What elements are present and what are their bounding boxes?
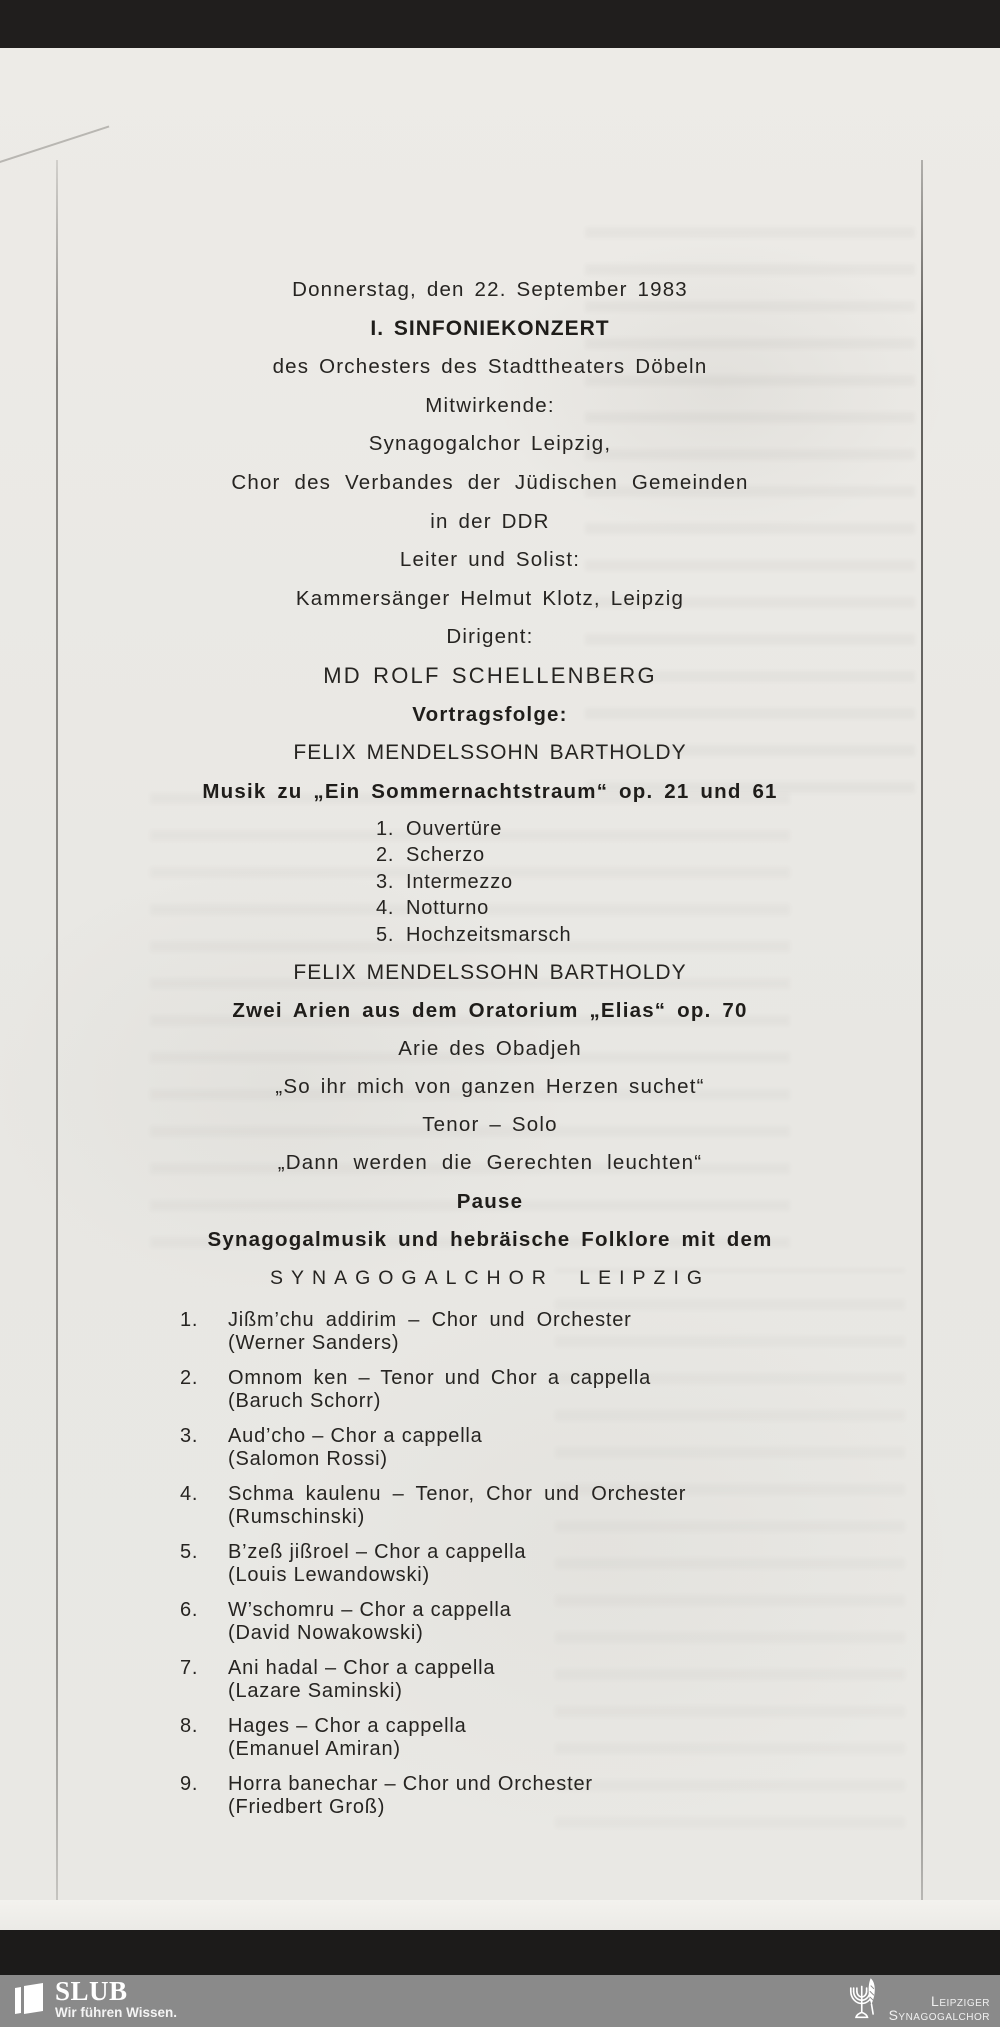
part2-composer: FELIX MENDELSSOHN BARTHOLDY xyxy=(293,961,687,984)
scanned-program-page xyxy=(0,48,1000,1930)
movement-item xyxy=(376,922,571,948)
program-middle-section xyxy=(0,954,980,1297)
movement-item xyxy=(376,895,571,921)
slub-tagline: Wir führen Wissen. xyxy=(55,2005,178,2020)
movement-name: Intermezzo xyxy=(406,870,513,893)
item-number: 4. xyxy=(180,1483,199,1505)
choir-logo-line1: Leipziger xyxy=(931,1993,990,2009)
ensemble-line-3: in der DDR xyxy=(430,509,550,533)
item-title: Ani hadal – Chor a cappella xyxy=(228,1657,496,1679)
list-item xyxy=(180,1657,900,1703)
movement-name: Scherzo xyxy=(406,844,485,867)
slub-logo[interactable] xyxy=(14,1978,177,2020)
aria2-text: „Dann werden die Gerechten leuchten“ xyxy=(277,1151,703,1175)
paper-bottom-edge xyxy=(0,1900,1000,1930)
item-composer: (Rumschinski) xyxy=(228,1506,366,1528)
synagogalchor-logo[interactable] xyxy=(845,1975,990,2027)
list-item xyxy=(180,1425,900,1471)
program-heading xyxy=(0,271,980,811)
movement-item xyxy=(376,816,571,842)
conductor-label: Dirigent: xyxy=(446,625,534,649)
programme-label: Vortragsfolge: xyxy=(412,702,568,726)
list-item xyxy=(180,1367,900,1413)
folklore-piece-list xyxy=(180,1309,900,1831)
movement-item xyxy=(376,842,571,868)
conductor-name: MD ROLF SCHELLENBERG xyxy=(323,662,657,688)
concert-title: I. SINFONIEKONZERT xyxy=(370,316,610,340)
menorah-feather-icon xyxy=(845,1975,885,2027)
item-title: Jißm’chu addirim – Chor und Orchester xyxy=(228,1309,632,1331)
ensemble-line-1: Synagogalchor Leipzig, xyxy=(368,432,612,456)
part3-heading: Synagogalmusik und hebräische Folklore mit dem xyxy=(207,1227,773,1251)
paper-crease xyxy=(0,126,109,165)
item-title: B’zeß jißroel – Chor a cappella xyxy=(228,1541,527,1563)
item-number: 3. xyxy=(180,1425,199,1447)
open-book-icon xyxy=(14,1981,46,2015)
list-item xyxy=(180,1773,900,1819)
item-number: 1. xyxy=(180,1309,199,1331)
item-composer: (Friedbert Groß) xyxy=(228,1796,386,1818)
movement-number: 4. xyxy=(376,897,395,920)
movement-list xyxy=(376,816,571,948)
slub-logo-texts xyxy=(55,1978,177,2020)
part1-work-title: Musik zu „Ein Sommernachtstraum“ op. 21 und 61 xyxy=(202,779,778,803)
aria-title: Arie des Obadjeh xyxy=(398,1037,582,1061)
movement-name: Hochzeitsmarsch xyxy=(406,923,572,946)
orchestra-line: des Orchesters des Stadttheaters Döbeln xyxy=(272,355,708,379)
program-date: Donnerstag, den 22. September 1983 xyxy=(292,278,688,301)
movement-number: 3. xyxy=(376,870,395,893)
movement-name: Ouvertüre xyxy=(406,818,503,840)
leader-name: Kammersänger Helmut Klotz, Leipzig xyxy=(295,586,685,610)
item-number: 5. xyxy=(180,1541,199,1563)
movement-name: Notturno xyxy=(406,897,490,920)
ensemble-line-2: Chor des Verbandes der Jüdischen Gemeinden xyxy=(231,470,749,494)
item-number: 6. xyxy=(180,1599,199,1621)
movement-number: 2. xyxy=(376,844,395,867)
list-item xyxy=(180,1541,900,1587)
solo-label: Tenor – Solo xyxy=(422,1113,558,1137)
item-composer: (Louis Lewandowski) xyxy=(228,1564,430,1586)
item-number: 2. xyxy=(180,1367,199,1389)
item-composer: (Emanuel Amiran) xyxy=(228,1738,401,1760)
part1-composer: FELIX MENDELSSOHN BARTHOLDY xyxy=(293,741,687,765)
list-item xyxy=(180,1599,900,1645)
item-number: 8. xyxy=(180,1715,199,1737)
slub-logo-text: SLUB xyxy=(55,1976,128,2006)
item-title: Horra banechar – Chor und Orchester xyxy=(228,1773,593,1795)
item-title: Omnom ken – Tenor und Chor a cappella xyxy=(228,1367,651,1389)
movement-number: 1. xyxy=(376,818,395,840)
aria1-text: „So ihr mich von ganzen Herzen suchet“ xyxy=(275,1075,705,1099)
leader-label: Leiter und Solist: xyxy=(399,548,581,572)
item-composer: (Werner Sanders) xyxy=(228,1332,400,1354)
list-item xyxy=(180,1309,900,1355)
top-mat xyxy=(0,0,1000,48)
movement-number: 5. xyxy=(376,923,395,946)
movement-item xyxy=(376,869,571,895)
choir-logo-texts xyxy=(889,1994,990,2027)
item-composer: (Salomon Rossi) xyxy=(228,1448,388,1470)
item-title: Hages – Chor a cappella xyxy=(228,1715,467,1737)
item-composer: (David Nowakowski) xyxy=(228,1622,424,1644)
choir-name: SYNAGOGALCHOR LEIPZIG xyxy=(269,1266,711,1289)
item-title: Schma kaulenu – Tenor, Chor und Orchester xyxy=(228,1483,687,1505)
mitwirkende-label: Mitwirkende: xyxy=(425,393,555,417)
part2-work-title: Zwei Arien aus dem Oratorium „Elias“ op. 70 xyxy=(232,999,748,1023)
list-item xyxy=(180,1483,900,1529)
item-number: 9. xyxy=(180,1773,199,1795)
item-composer: (Lazare Saminski) xyxy=(228,1680,403,1702)
pause-label: Pause xyxy=(456,1189,524,1213)
viewer-footer xyxy=(0,1975,1000,2027)
item-number: 7. xyxy=(180,1657,199,1679)
list-item xyxy=(180,1715,900,1761)
item-title: W’schomru – Chor a cappella xyxy=(228,1599,512,1621)
item-title: Aud’cho – Chor a cappella xyxy=(228,1425,483,1447)
bottom-mat xyxy=(0,1930,1000,1975)
choir-logo-line2: Synagogalchor xyxy=(888,2007,990,2023)
item-composer: (Baruch Schorr) xyxy=(228,1390,382,1412)
